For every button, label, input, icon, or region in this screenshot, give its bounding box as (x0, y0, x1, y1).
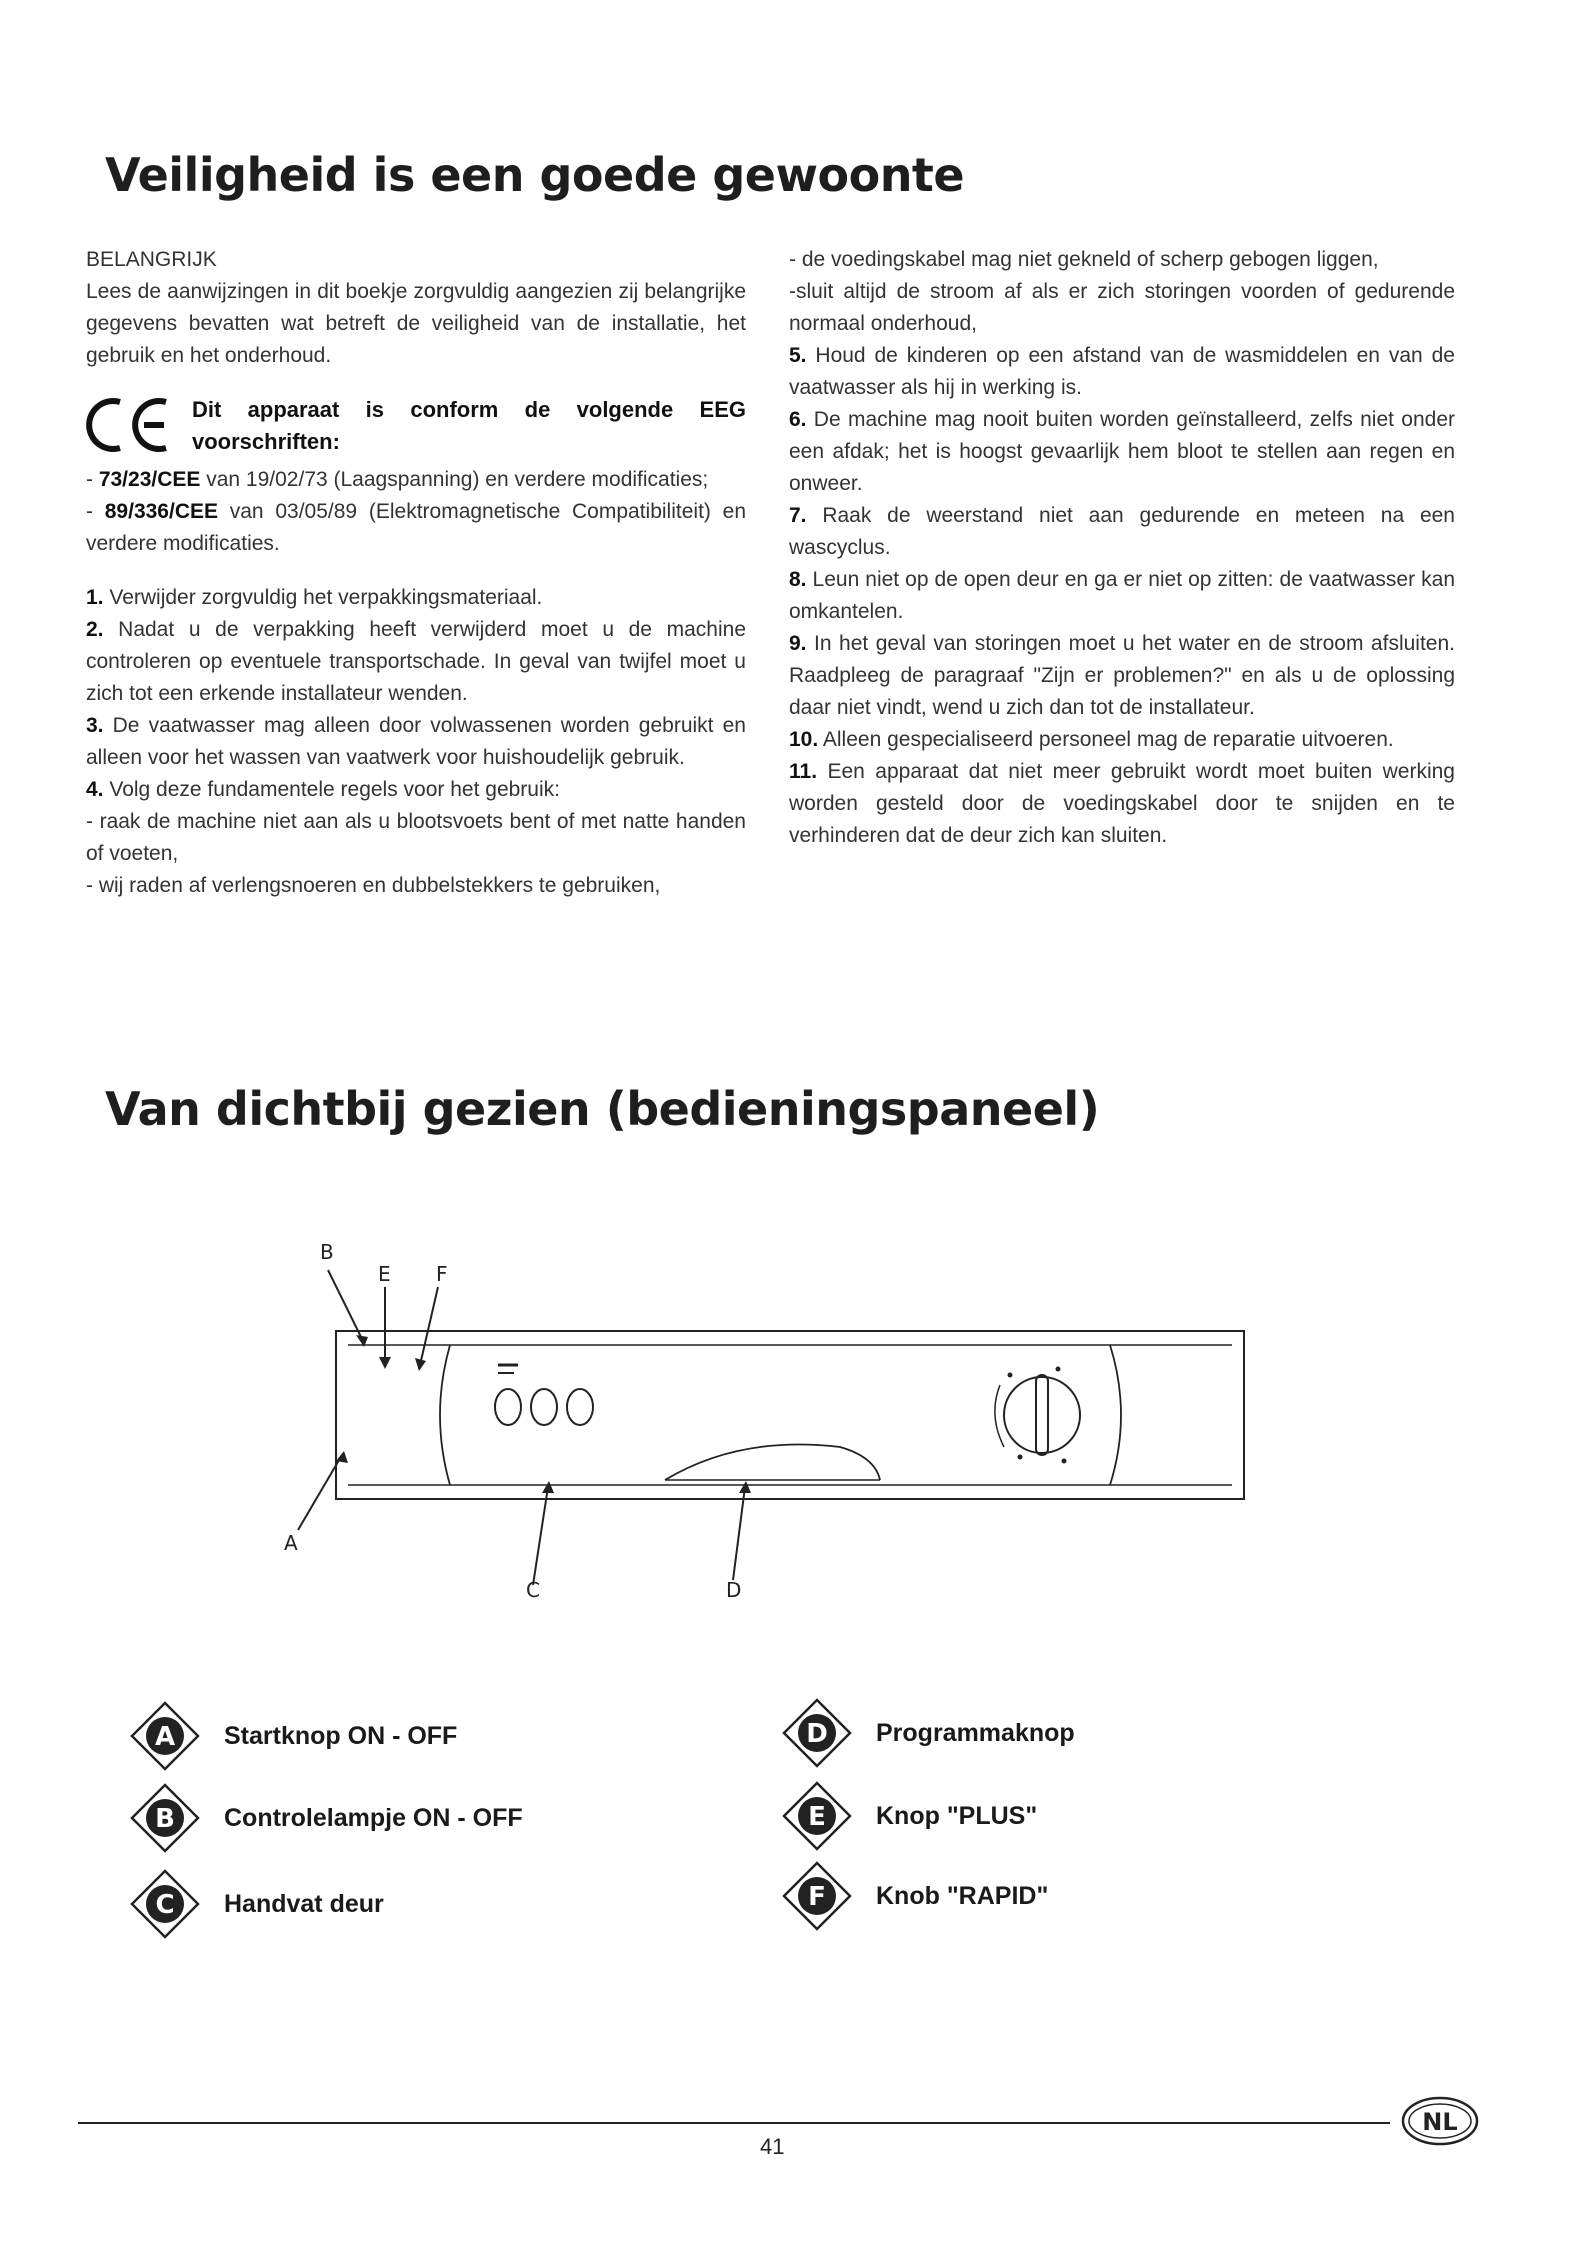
left-recess (440, 1345, 450, 1485)
section-title: Van dichtbij gezien (bedieningspaneel) (105, 1082, 1100, 1136)
footer-rule (78, 2122, 1390, 2124)
rule-item: - wij raden af verlengsnoeren en dubbelstekkers te gebruiken, (86, 874, 661, 897)
knob-dot (1018, 1455, 1023, 1460)
pointer-b (328, 1270, 364, 1343)
legend-item-d (782, 1697, 1075, 1769)
button-a-circle (495, 1389, 521, 1425)
right-column (789, 244, 1455, 852)
svg-text:A: A (154, 1722, 176, 1752)
language-badge-icon (1400, 2095, 1480, 2147)
safety-item: 4. Volg deze fundamentele regels voor het gebruik: (86, 778, 560, 801)
safety-item: 6. De machine mag nooit buiten worden geïnstalleerd, zelfs niet onder een afdak; het is hoogst gevaarlijk hem bloot te stellen aan regen en onweer. (789, 408, 1455, 495)
safety-item: 7. Raak de weerstand niet aan gedurende en meteen na een wascyclus. (789, 504, 1455, 559)
safety-item: 10. Alleen gespecialiseerd personeel mag de reparatie uitvoeren. (789, 728, 1394, 751)
badge-e-icon (782, 1781, 852, 1851)
ce-heading: Dit apparaat is conform de volgende EEG voorschriften: (192, 397, 746, 454)
safety-item: 9. In het geval van storingen moet u het water en de stroom afsluiten. Raadpleeg de paragraaf "Zijn er problemen?" en als u de oplossing daar niet vindt, wend u zich dan tot de installateur. (789, 632, 1455, 719)
diagram-label-d: D (726, 1578, 742, 1602)
svg-text:B: B (155, 1804, 175, 1834)
left-column (86, 244, 746, 902)
intro-text: Lees de aanwijzingen in dit boekje zorgvuldig aangezien zij belangrijke gegevens bevatten wat betreft de veiligheid van de installatie, het gebruik en het onderhoud. (86, 280, 746, 367)
safety-item: 3. De vaatwasser mag alleen door volwassenen worden gebruikt en alleen voor het wassen van vaatwerk voor huishoudelijk gebruik. (86, 714, 746, 769)
legend-item-f (782, 1860, 1048, 1932)
right-recess (1110, 1345, 1121, 1485)
knob-dot (1008, 1373, 1013, 1378)
ce-conformity-block (86, 394, 746, 458)
safety-item: 8. Leun niet op de open deur en ga er niet op zitten: de vaatwasser kan omkantelen. (789, 568, 1455, 623)
badge-d-icon (782, 1698, 852, 1768)
badge-a-icon (130, 1701, 200, 1771)
safety-item: 5. Houd de kinderen op een afstand van de wasmiddelen en van de vaatwasser als hij in werking is. (789, 344, 1455, 399)
legend-item-b (130, 1782, 523, 1854)
diagram-label-c: C (526, 1578, 540, 1602)
safety-item: 1. Verwijder zorgvuldig het verpakkingsmateriaal. (86, 586, 543, 609)
svg-text:E: E (808, 1802, 826, 1832)
directive-item: - 73/23/CEE van 19/02/73 (Laagspanning) en verdere modificaties; (86, 468, 709, 491)
legend-label: Knop "PLUS" (876, 1801, 1038, 1830)
program-knob-grip (1036, 1375, 1048, 1455)
page-number: 41 (760, 2134, 785, 2159)
badge-f-icon (782, 1861, 852, 1931)
knob-dot (1056, 1367, 1061, 1372)
badge-c-icon (130, 1869, 200, 1939)
button-f-circle (567, 1389, 593, 1425)
button-e-circle (531, 1389, 557, 1425)
legend-item-c (130, 1868, 384, 1940)
control-panel-diagram (284, 1225, 1270, 1605)
badge-b-icon (130, 1783, 200, 1853)
door-handle-shape (665, 1444, 880, 1480)
legend-item-e (782, 1780, 1037, 1852)
page-title: Veiligheid is een goede gewoonte (105, 148, 965, 202)
safety-item: 2. Nadat u de verpakking heeft verwijderd moet u de machine controleren op eventuele transportschade. In geval van twijfel moet u zich tot een erkende installateur wenden. (86, 618, 746, 705)
knob-arc (995, 1385, 1004, 1447)
svg-text:C: C (155, 1890, 175, 1920)
arrow-a (336, 1451, 348, 1463)
pointer-f (420, 1287, 438, 1365)
ce-mark-icon (86, 394, 178, 456)
pointer-d (733, 1487, 745, 1580)
program-knob-circle (1004, 1377, 1080, 1453)
diagram-label-a: A (284, 1531, 298, 1555)
pointer-c (533, 1487, 548, 1585)
rule-item: - de voedingskabel mag niet gekneld of scherp gebogen liggen, (789, 248, 1379, 271)
diagram-label-e: E (378, 1262, 391, 1286)
directive-item: - 89/336/CEE van 03/05/89 (Elektromagnetische Compatibiliteit) en verdere modificaties. (86, 500, 747, 555)
svg-text:F: F (808, 1882, 826, 1912)
arrow-f (415, 1358, 426, 1371)
important-label: BELANGRIJK (86, 248, 217, 271)
language-badge-text: NL (1422, 2108, 1458, 2136)
diagram-label-f: F (436, 1262, 448, 1286)
svg-text:D: D (806, 1719, 828, 1749)
rule-item: -sluit altijd de stroom af als er zich storingen voorden of gedurende normaal onderhoud, (789, 280, 1455, 335)
arrow-d (739, 1481, 751, 1493)
panel-outline (336, 1331, 1244, 1499)
legend-label: Programmaknop (876, 1718, 1075, 1747)
safety-item: 11. Een apparaat dat niet meer gebruikt wordt moet buiten werking worden gesteld door de voedingskabel door te snijden en te verhinderen dat de deur zich kan sluiten. (789, 760, 1455, 847)
legend-label: Startknop ON - OFF (224, 1721, 458, 1750)
legend-label: Knob "RAPID" (876, 1881, 1049, 1910)
legend-item-a (130, 1700, 457, 1772)
arrow-c (542, 1481, 554, 1493)
arrow-e (379, 1357, 391, 1369)
knob-dot (1062, 1459, 1067, 1464)
legend-label: Controlelampje ON - OFF (224, 1803, 523, 1832)
legend-label: Handvat deur (224, 1889, 384, 1918)
rule-item: - raak de machine niet aan als u blootsvoets bent of met natte handen of voeten, (86, 810, 746, 865)
diagram-label-b: B (320, 1240, 334, 1264)
